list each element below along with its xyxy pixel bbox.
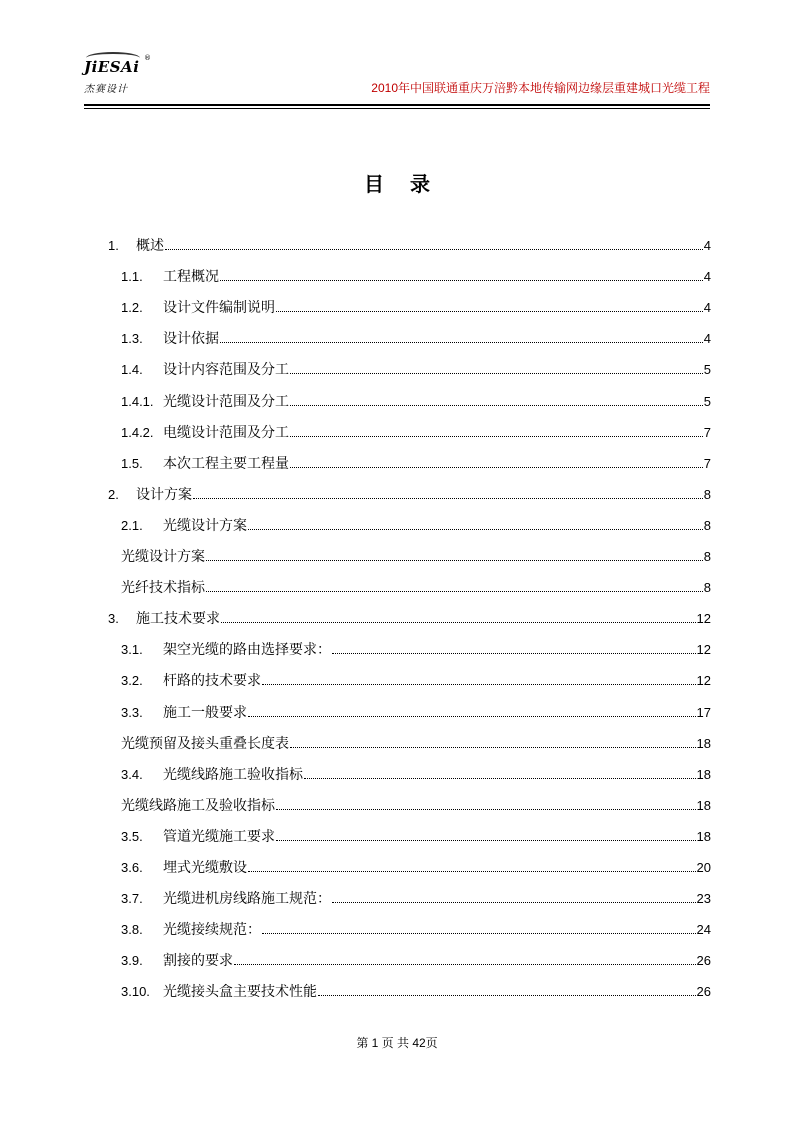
toc-entry-label: 埋式光缆敷设 — [163, 860, 247, 876]
toc-entry-number: 1.3. — [121, 331, 143, 347]
toc-entry-number: 3.6. — [121, 860, 143, 875]
toc-entry-page: 17 — [696, 704, 711, 720]
toc-entry-label: 设计方案 — [136, 486, 192, 503]
dot-leader — [234, 963, 696, 965]
toc-entry[interactable] — [121, 981, 711, 1003]
toc-entry-page: 7 — [703, 424, 711, 440]
toc-entry-label: 光缆接续规范： — [163, 922, 261, 939]
dot-leader — [290, 435, 703, 437]
toc-entry[interactable] — [108, 608, 711, 630]
toc-entry-number: 2. — [108, 486, 119, 502]
toc-entry-label: 光纤技术指标 — [121, 580, 205, 597]
toc-entry[interactable] — [121, 359, 711, 381]
toc-entry-number: 3.7. — [121, 891, 143, 907]
header-rule-thick — [84, 104, 710, 106]
toc-entry-label: 杆路的技术要求 — [163, 673, 261, 690]
toc-entry-label: 施工一般要求 — [163, 704, 247, 721]
dot-leader — [276, 310, 703, 312]
toc-entry[interactable] — [121, 919, 711, 941]
title-char-1: 目 — [364, 172, 384, 196]
dot-leader — [165, 248, 703, 250]
toc-entry-label: 管道光缆施工要求 — [163, 828, 275, 845]
toc-entry-number: 1.4.2. — [121, 424, 154, 440]
toc-entry-number: 3.5. — [121, 828, 143, 844]
toc-entry[interactable] — [121, 297, 711, 319]
toc-entry[interactable] — [121, 670, 711, 692]
dot-leader — [318, 994, 696, 996]
toc-entry-label: 电缆设计范围及分工 — [163, 424, 289, 441]
toc-entry-page: 26 — [696, 953, 711, 969]
toc-entry-page: 5 — [703, 362, 711, 378]
toc-entry[interactable] — [121, 453, 711, 475]
dot-leader — [248, 715, 696, 717]
toc-entry-number: 1.5. — [121, 455, 143, 471]
toc-entry-page: 8 — [703, 486, 711, 502]
toc-entry-label: 割接的要求 — [163, 953, 233, 970]
company-logo — [84, 50, 164, 98]
toc-entry-label: 光缆设计方案 — [121, 549, 205, 565]
toc-entry-label: 设计文件编制说明 — [163, 300, 275, 317]
toc-entry-number: 3.1. — [121, 642, 143, 658]
toc-entry-label: 光缆进机房线路施工规范： — [163, 891, 331, 908]
page-footer: 第 1 页 共 42页 — [356, 1036, 438, 1050]
toc-entry-page: 23 — [696, 891, 711, 907]
page-header — [84, 50, 710, 106]
toc-entry-page: 4 — [703, 300, 711, 316]
toc-entry-label: 施工技术要求 — [136, 611, 220, 628]
dot-leader — [290, 466, 703, 468]
toc-entry-page: 18 — [696, 828, 711, 844]
toc-entry-page: 4 — [703, 269, 711, 285]
toc-entry[interactable] — [121, 764, 711, 786]
dot-leader — [248, 528, 703, 530]
toc-entry-label: 架空光缆的路由选择要求： — [163, 642, 331, 659]
toc-entry[interactable] — [121, 795, 711, 817]
toc-entry[interactable] — [121, 857, 711, 879]
header-rule-thin — [84, 108, 710, 109]
toc-entry-page: 20 — [696, 860, 711, 875]
toc-entry[interactable] — [121, 577, 711, 599]
toc-entry[interactable] — [108, 235, 711, 257]
toc-entry-page: 8 — [703, 580, 711, 596]
dot-leader — [248, 870, 696, 872]
toc-entry-number: 3.9. — [121, 953, 143, 969]
toc-entry-page: 8 — [703, 517, 711, 533]
project-title: 2010年中国联通重庆万涪黔本地传输网边缘层重建城口光缆工程 — [371, 81, 710, 95]
toc-entry-label: 光缆设计范围及分工 — [163, 393, 289, 410]
logo-subtitle: 杰赛设计 — [84, 84, 128, 95]
toc-entry-number: 3.10. — [121, 984, 150, 1000]
toc-entry-number: 3. — [108, 611, 119, 627]
toc-entry-label: 光缆设计方案 — [163, 517, 247, 534]
toc-entry-page: 4 — [703, 331, 711, 347]
logo-text: JiESAi — [84, 58, 140, 76]
dot-leader — [220, 279, 703, 281]
toc-entry-label: 光缆预留及接头重叠长度表 — [121, 735, 289, 752]
toc-entry-page: 12 — [696, 642, 711, 658]
toc-entry-page: 4 — [703, 238, 711, 253]
dot-leader — [290, 404, 703, 406]
toc-entry[interactable] — [121, 702, 711, 724]
toc-entry[interactable] — [121, 515, 711, 537]
toc-entry-page: 7 — [703, 455, 711, 471]
title-char-2: 录 — [410, 172, 430, 196]
toc-entry[interactable] — [121, 546, 711, 568]
toc-entry-number: 1.2. — [121, 300, 143, 316]
toc-entry-page: 18 — [696, 766, 711, 782]
dot-leader — [304, 777, 696, 779]
dot-leader — [276, 839, 696, 841]
toc-entry-number: 3.8. — [121, 922, 143, 938]
toc-entry-label: 设计依据 — [163, 331, 219, 348]
toc-entry-number: 1.4.1. — [121, 393, 154, 409]
toc-entry-label: 光缆线路施工及验收指标 — [121, 797, 275, 814]
toc-entry-page: 18 — [696, 735, 711, 751]
toc-entry-number: 2.1. — [121, 517, 143, 533]
toc-entry-label: 设计内容范围及分工 — [163, 362, 289, 379]
toc-entry[interactable] — [121, 328, 711, 350]
toc-entry-page: 12 — [696, 673, 711, 689]
toc-entry[interactable] — [121, 888, 711, 910]
dot-leader — [332, 901, 696, 903]
toc-entry-label: 光缆接头盒主要技术性能 — [163, 984, 317, 1001]
toc-entry-number: 3.3. — [121, 704, 143, 720]
toc-entry-number: 1.4. — [121, 362, 143, 378]
toc-entry-label: 本次工程主要工程量 — [163, 455, 289, 472]
toc-entry[interactable] — [121, 826, 711, 848]
toc-entry[interactable] — [121, 422, 711, 444]
toc-entry[interactable] — [108, 484, 711, 506]
toc-entry-page: 12 — [696, 611, 711, 627]
dot-leader — [221, 621, 696, 623]
toc-entry-number: 1. — [108, 238, 119, 253]
registered-mark: ® — [144, 54, 151, 62]
toc-entry-label: 光缆线路施工验收指标 — [163, 766, 303, 783]
toc-entry-page: 18 — [696, 797, 711, 813]
dot-leader — [276, 808, 696, 810]
toc-entry-page: 8 — [703, 549, 711, 564]
dot-leader — [262, 683, 696, 685]
toc-entry-number: 3.2. — [121, 673, 143, 689]
dot-leader — [332, 652, 696, 654]
toc-entry[interactable] — [121, 639, 711, 661]
dot-leader — [262, 932, 696, 934]
page-title — [0, 168, 794, 197]
toc-entry-label: 概述 — [136, 238, 164, 254]
toc-entry-page: 5 — [703, 393, 711, 409]
dot-leader — [193, 497, 703, 499]
toc-entry-label: 工程概况 — [163, 269, 219, 286]
toc-entry[interactable] — [121, 391, 711, 413]
dot-leader — [206, 559, 703, 561]
toc-entry-page: 26 — [696, 984, 711, 1000]
toc-entry[interactable] — [121, 950, 711, 972]
dot-leader — [220, 341, 703, 343]
toc-entry-number: 1.1. — [121, 269, 143, 285]
toc-entry[interactable] — [121, 266, 711, 288]
toc-entry[interactable] — [121, 733, 711, 755]
dot-leader — [290, 746, 696, 748]
dot-leader — [290, 372, 703, 374]
toc-entry-page: 24 — [696, 922, 711, 938]
toc-entry-number: 3.4. — [121, 766, 143, 782]
dot-leader — [206, 590, 703, 592]
